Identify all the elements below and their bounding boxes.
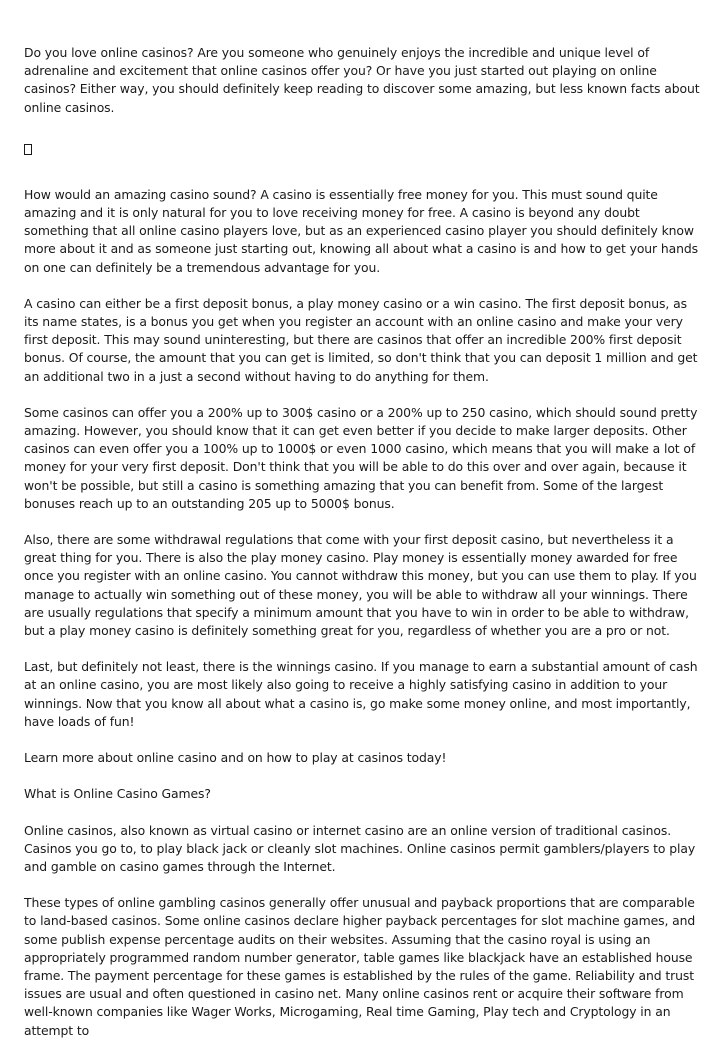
paragraph-casino-sound: How would an amazing casino sound? A casino is essentially free money for you. This must sound quite amazing and it is only natural for you to love receiving money for free. A casino is beyond any doubt something that all online casino players love, but as an experienced casino player you should definitely know more about it and as someone just starting out, knowing all about what a casino is and how to get your hands on one can definitely be a tremendous advantage for you. [24,186,699,275]
paragraph-withdrawal: Also, there are some withdrawal regulations that come with your first deposit casino, but nevertheless it a great thing for you. There is also the play money casino. Play money is essentially money awarded for free once you register with an online casino. You cannot withdraw this money, but you can use them to play. If you manage to actually win something out of these money, you will be able to withdraw all your winnings. There are usually regulations that specify a minimum amount that you have to win in order to be able to withdraw, but a play money casino is definitely something great for you, regardless of whether you are a pro or not. [24,532,697,639]
missing-glyph-icon [24,144,32,155]
paragraph-heading-question: What is Online Casino Games? [24,786,211,802]
paragraph-learn-more: Learn more about online casino and on how to play at casinos today! [24,750,447,766]
paragraph-casino-offers: Some casinos can offer you a 200% up to 300$ casino or a 200% up to 250 casino, which should sound pretty amazing. However, you should know that it can get even better if you decide to make larger deposits. Other casinos can even offer you a 100% up to 1000$ or even 1000 casino, which means that you will make a lot of money for your very first deposit. Don't think that you will be able to do this over and over again, because it won't be possible, but still a casino is something amazing that you can benefit from. Some of the largest bonuses reach up to an outstanding 205 up to 5000$ bonus. [24,404,698,511]
paragraph-winnings: Last, but definitely not least, there is the winnings casino. If you manage to earn a substantial amount of cash at an online casino, you are most likely also going to receive a highly satisfying casino in addition to your winnings. Now that you know all about what a casino is, go make some money online, and most importantly, have loads of fun! [24,659,698,729]
paragraph-intro: Do you love online casinos? Are you someone who genuinely enjoys the incredible and unique level of adrenaline and excitement that online casinos offer you? Or have you just started out playing on online casinos? Either way, you should definitely keep reading to discover some amazing, but less known facts about online casinos. [24,45,700,115]
paragraph-definition: Online casinos, also known as virtual casino or internet casino are an online version of traditional casinos. Casinos you go to, to play black jack or cleanly slot machines. Online casinos permit gamblers/players to play and gamble on casino games through the Internet. [24,822,696,874]
paragraph-casino-types: A casino can either be a first deposit bonus, a play money casino or a win casino. The first deposit bonus, as its name states, is a bonus you get when you register an account with an online casino and make your very first deposit. This may sound uninteresting, but there are casinos that offer an incredible 200% first deposit bonus. Of course, the amount that you can get is limited, so don't think that you can deposit 1 million and get an additional two in a just a second without having to do anything for them. [24,295,698,384]
article-body [24,44,700,1058]
paragraph-payback: These types of online gambling casinos generally offer unusual and payback proportions that are comparable to land-based casinos. Some online casinos declare higher payback percentages for slot machine games, and some publish expense percentage audits on their websites. Assuming that the casino royal is using an appropriately programmed random number generator, table games like blackjack have an established house frame. The payment percentage for these games is established by the rules of the game. Reliability and trust issues are usual and often questioned in casino net. Many online casinos rent or acquire their software from well-known companies like Wager Works, Microgaming, Real time Gaming, Play tech and Cryptology in an attempt to [24,895,696,1038]
